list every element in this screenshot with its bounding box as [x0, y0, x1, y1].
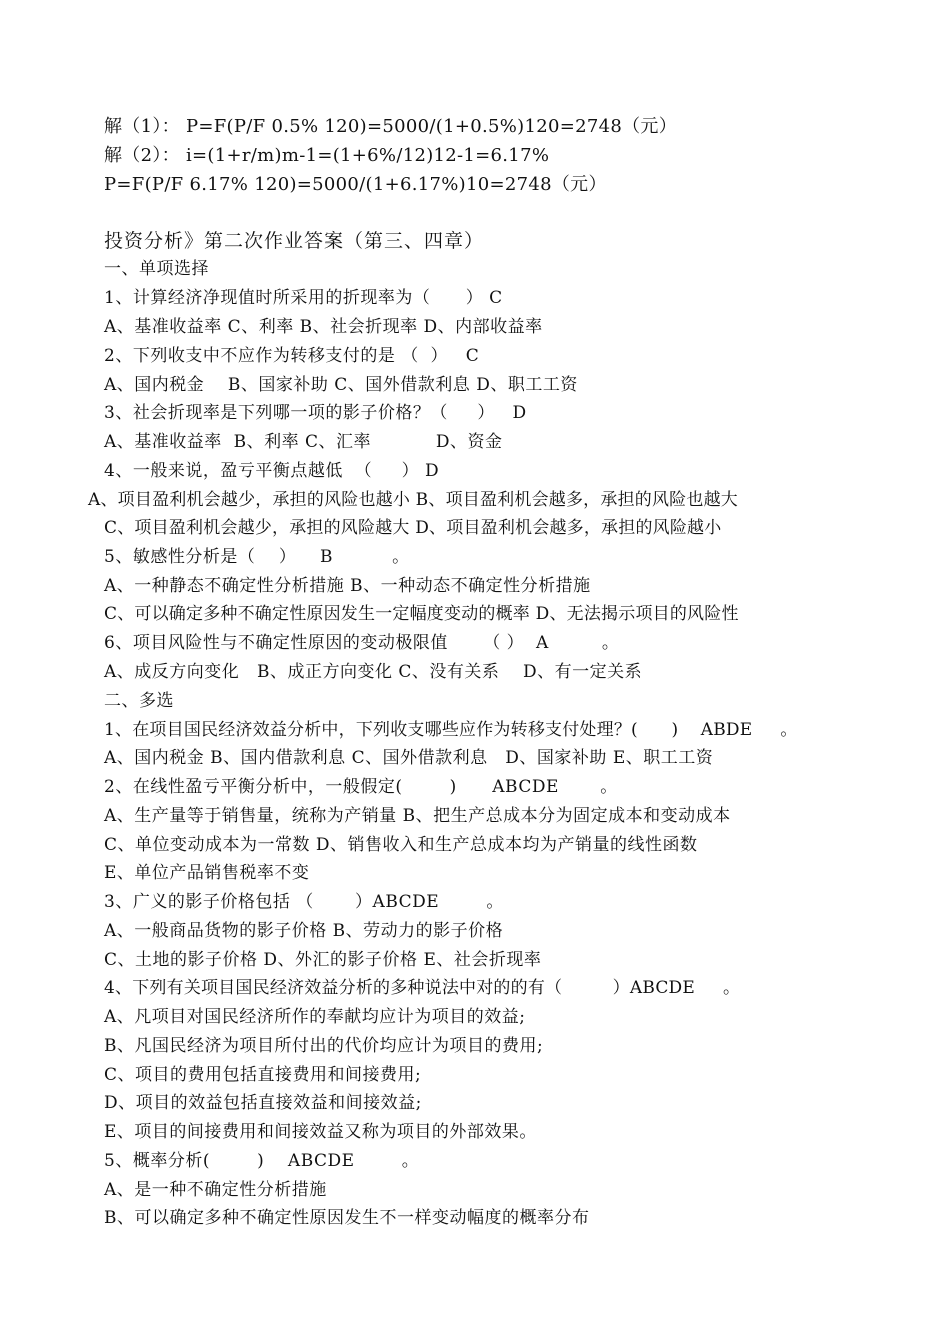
document-title: 投资分析》第二次作业答案（第三、四章）	[104, 230, 485, 252]
options-line: E、单位产品销售税率不变	[104, 863, 310, 883]
options-line: C、可以确定多种不确定性原因发生一定幅度变动的概率 D、无法揭示项目的风险性	[104, 604, 739, 624]
options-line: A、是一种不确定性分析措施	[104, 1180, 327, 1200]
section-heading-multiple-choice: 二、多选	[104, 691, 174, 711]
question-line: 2、下列收支中不应作为转移支付的是 （ ） C	[104, 346, 480, 366]
options-line: A、成反方向变化 B、成正方向变化 C、没有关系 D、有一定关系	[104, 662, 643, 682]
question-line: 6、项目风险性与不确定性原因的变动极限值 （ ） A 。	[104, 633, 620, 653]
options-line: C、项目的费用包括直接费用和间接费用;	[104, 1065, 422, 1085]
options-line: A、基准收益率 C、利率 B、社会折现率 D、内部收益率	[104, 317, 543, 337]
options-line: A、基准收益率 B、利率 C、汇率 D、资金	[104, 432, 503, 452]
options-line: B、凡国民经济为项目所付出的代价均应计为项目的费用;	[104, 1036, 544, 1056]
solution-line-1: 解（1）： P=F(P/F 0.5% 120)=5000/(1+0.5%)120=2748（元）	[104, 116, 678, 137]
solution-line-2: 解（2）： i=(1+r/m)m-1=(1+6%/12)12-1=6.17%	[104, 145, 550, 166]
options-line: A、凡项目对国民经济所作的奉献均应计为项目的效益;	[104, 1007, 526, 1027]
question-line: 3、广义的影子价格包括 （ ）ABCDE 。	[104, 892, 504, 912]
options-line: C、土地的影子价格 D、外汇的影子价格 E、社会折现率	[104, 950, 542, 970]
question-line: 4、下列有关项目国民经济效益分析的多种说法中对的的有（ ）ABCDE 。	[104, 978, 741, 998]
question-line: 5、概率分析( ) ABCDE 。	[104, 1151, 420, 1171]
options-line: C、项目盈利机会越少，承担的风险越大 D、项目盈利机会越多，承担的风险越小	[104, 518, 722, 538]
options-line: D、项目的效益包括直接效益和间接效益;	[104, 1093, 422, 1113]
options-line: A、项目盈利机会越少，承担的风险也越小 B、项目盈利机会越多，承担的风险也越大	[88, 490, 738, 510]
solution-line-3: P=F(P/F 6.17% 120)=5000/(1+6.17%)10=2748（元）	[104, 174, 607, 195]
options-line: C、单位变动成本为一常数 D、销售收入和生产总成本均为产销量的线性函数	[104, 835, 698, 855]
options-line: A、国内税金 B、国内借款利息 C、国外借款利息 D、国家补助 E、职工工资	[104, 748, 714, 768]
question-line: 4、一般来说，盈亏平衡点越低 （ ） D	[104, 461, 440, 481]
options-line: A、生产量等于销售量，统称为产销量 B、把生产总成本分为固定成本和变动成本	[104, 806, 731, 826]
options-line: E、项目的间接费用和间接效益又称为项目的外部效果。	[104, 1122, 537, 1142]
question-line: 1、在项目国民经济效益分析中，下列收支哪些应作为转移支付处理？( ) ABDE 。	[104, 720, 798, 740]
question-line: 3、社会折现率是下列哪一项的影子价格？（ ） D	[104, 403, 527, 423]
options-line: A、国内税金 B、国家补助 C、国外借款利息 D、职工工资	[104, 375, 578, 395]
question-line: 5、敏感性分析是（ ） B 。	[104, 547, 410, 567]
options-line: B、可以确定多种不确定性原因发生不一样变动幅度的概率分布	[104, 1208, 590, 1228]
question-line: 2、在线性盈亏平衡分析中，一般假定( ) ABCDE 。	[104, 777, 618, 797]
question-line: 1、计算经济净现值时所采用的折现率为（ ） C	[104, 288, 503, 308]
options-line: A、一般商品货物的影子价格 B、劳动力的影子价格	[104, 921, 504, 941]
options-line: A、一种静态不确定性分析措施 B、一种动态不确定性分析措施	[104, 576, 591, 596]
section-heading-single-choice: 一、单项选择	[104, 259, 209, 279]
